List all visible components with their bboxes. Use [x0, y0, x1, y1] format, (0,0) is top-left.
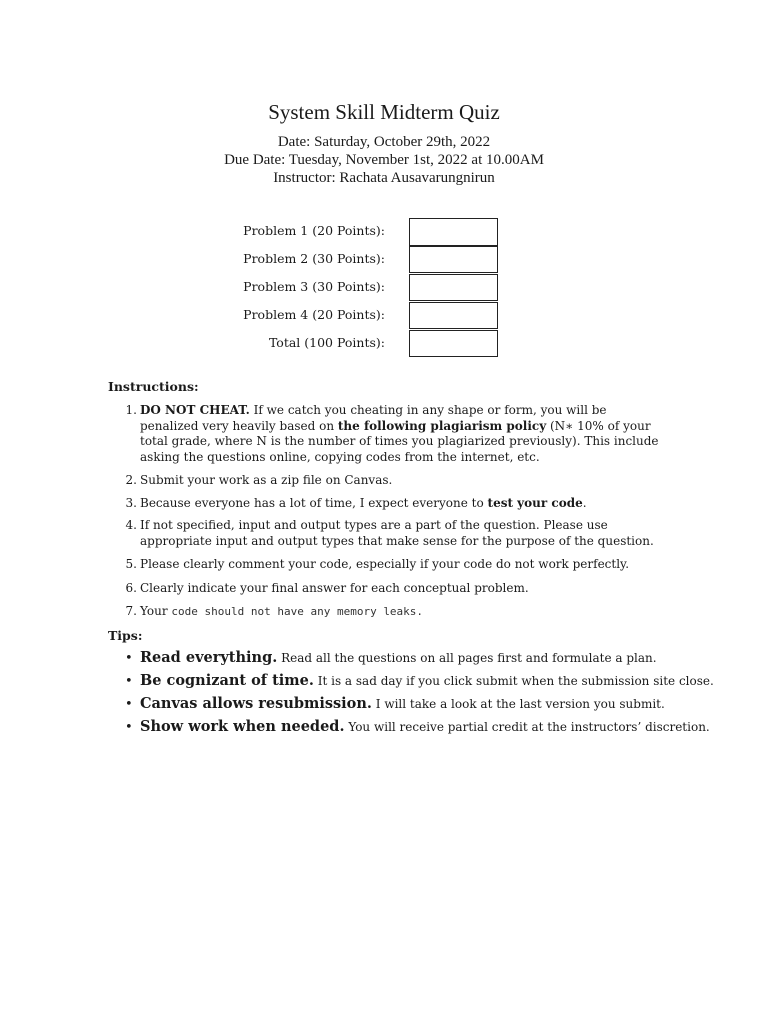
score-row-problem-3 — [200, 274, 500, 302]
instruction-text: If not specified, input and output types are a part of the question. Please use appropriate input and output types that make sense for the purpose of the question. — [140, 518, 654, 548]
score-box — [409, 218, 498, 246]
instruction-text: Clearly indicate your final answer for each conceptual problem. — [140, 581, 529, 595]
score-box — [409, 274, 498, 301]
instruction-text: Your — [140, 604, 172, 618]
instruction-bold-lead: DO NOT CHEAT. — [140, 403, 250, 417]
tip-lead: Canvas allows resubmission. — [140, 695, 372, 712]
instruction-number: 4. — [125, 518, 137, 532]
instruction-item — [123, 403, 663, 465]
score-row-problem-1 — [200, 218, 500, 246]
instruction-item — [123, 518, 663, 549]
instruction-item — [123, 581, 663, 597]
score-label: Problem 2 (30 Points): — [243, 251, 385, 266]
quiz-date: Date: Saturday, October 29th, 2022 — [277, 134, 491, 150]
tip-lead: Read everything. — [140, 649, 278, 666]
instruction-item — [123, 496, 663, 512]
tip-item — [125, 649, 685, 666]
instruction-tail: . — [582, 496, 587, 510]
instruction-item — [123, 473, 663, 489]
bullet-icon: • — [125, 720, 133, 735]
bullet-icon: • — [125, 674, 133, 689]
score-label: Problem 1 (20 Points): — [243, 223, 385, 238]
instruction-text: Because everyone has a lot of time, I expect everyone to — [140, 496, 488, 510]
tip-lead: Be cognizant of time. — [140, 672, 314, 689]
instruction-number: 1. — [125, 403, 137, 417]
plagiarism-policy-text: the following plagiarism policy — [337, 418, 547, 433]
instructions-heading: Instructions: — [108, 379, 199, 394]
score-row-problem-2 — [200, 246, 500, 274]
tip-item — [125, 695, 685, 712]
tip-text: It is a sad day if you click submit when the submission site close. — [313, 674, 714, 688]
score-label: Problem 4 (20 Points): — [243, 307, 385, 322]
tip-item — [125, 672, 714, 689]
score-box — [409, 302, 498, 329]
instruction-text: If we catch you cheating in any shape or form, you will be penalized very heavily based on — [140, 403, 607, 433]
bullet-icon: • — [125, 651, 133, 666]
tip-text: You will receive partial credit at the instructors’ discretion. — [344, 720, 710, 734]
quiz-instructor: Instructor: Rachata Ausavarungnirun — [273, 170, 495, 186]
instruction-number: 6. — [125, 581, 137, 595]
score-box — [409, 246, 498, 273]
tip-text: I will take a look at the last version you submit. — [371, 697, 665, 711]
score-box — [409, 330, 498, 357]
bullet-icon: • — [125, 697, 133, 712]
instruction-text: Submit your work as a zip file on Canvas. — [140, 473, 393, 487]
instruction-bold-tail: test your code — [487, 496, 583, 510]
instruction-number: 5. — [125, 557, 137, 571]
instruction-item — [123, 604, 663, 620]
score-row-problem-4 — [200, 302, 500, 330]
instruction-number: 2. — [125, 473, 137, 487]
page-title: System Skill Midterm Quiz — [268, 100, 500, 124]
score-label: Problem 3 (30 Points): — [243, 279, 385, 294]
instruction-item — [123, 557, 663, 573]
instruction-number: 7. — [125, 604, 137, 618]
score-row-total — [200, 330, 500, 358]
quiz-due-date: Due Date: Tuesday, November 1st, 2022 at 10.00AM — [224, 152, 544, 168]
score-label: Total (100 Points): — [268, 335, 385, 350]
tip-text: Read all the questions on all pages first and formulate a plan. — [277, 651, 657, 665]
instruction-text: Please clearly comment your code, especially if your code do not work perfectly. — [140, 557, 630, 571]
instruction-text: (N∗ 10% of your total grade, where N is the number of times you plagiarized previously). This include asking the questions online, copying codes from the internet, etc. — [140, 418, 659, 464]
tips-heading: Tips: — [108, 628, 143, 643]
instruction-number: 3. — [125, 496, 137, 510]
tip-item — [125, 718, 710, 735]
instruction-code-text: code should not have any memory leaks. — [171, 605, 424, 618]
tip-lead: Show work when needed. — [140, 718, 345, 735]
